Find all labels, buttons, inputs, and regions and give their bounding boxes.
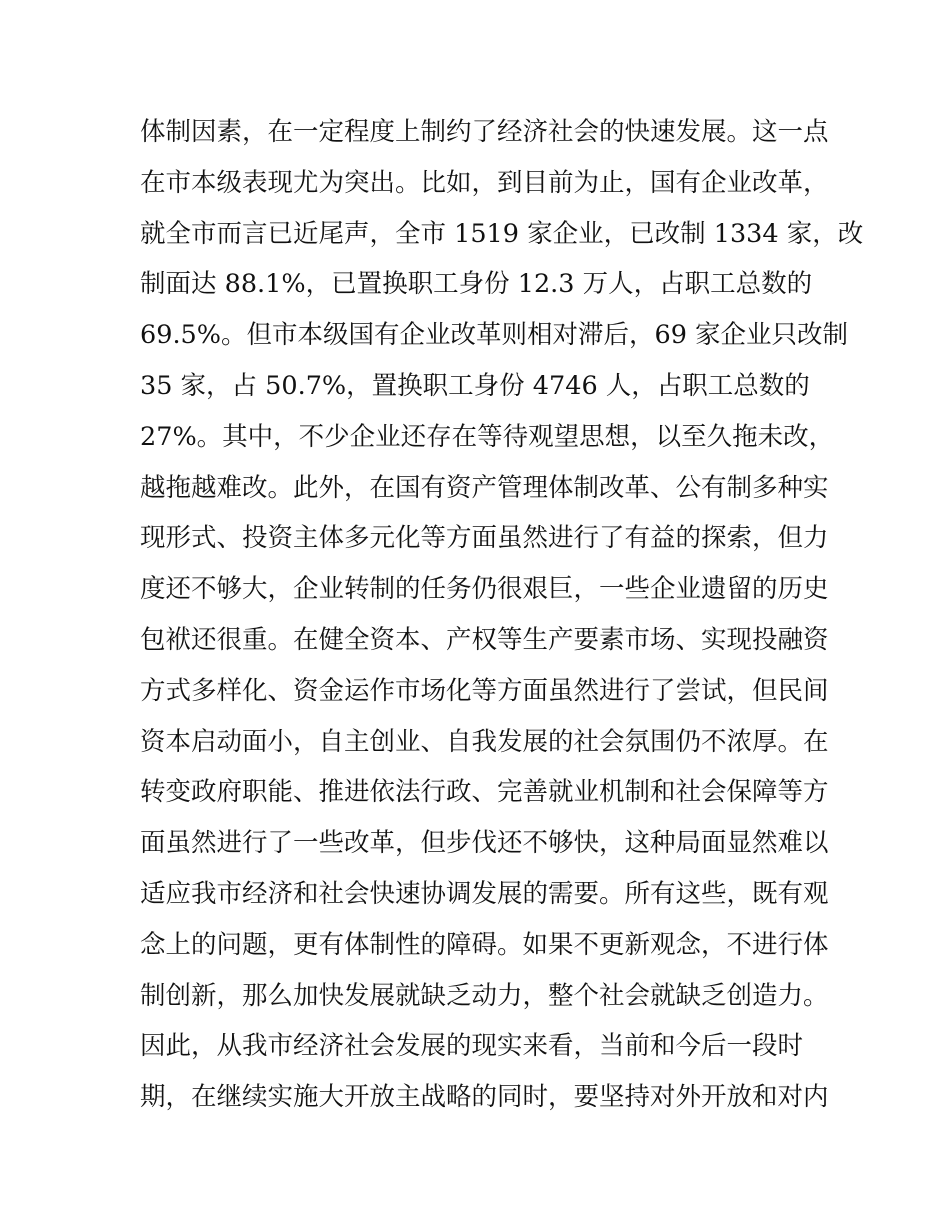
text-line: 在市本级表现尤为突出。比如，到目前为止，国有企业改革， — [140, 167, 829, 198]
text-line: 资本启动面小，自主创业、自我发展的社会氛围仍不浓厚。在 — [140, 726, 829, 757]
text-line: 转变政府职能、推进依法行政、完善就业机制和社会保障等方 — [140, 777, 829, 808]
text-line: 面虽然进行了一些改革，但步伐还不够快，这种局面显然难以 — [140, 828, 829, 859]
text-line: 包袱还很重。在健全资本、产权等生产要素市场、实现投融资 — [140, 624, 829, 655]
text-line: 35 家，占 50.7%，置换职工身份 4746 人，占职工总数的 — [140, 370, 810, 401]
body-paragraph — [140, 107, 864, 1123]
text-line: 方式多样化、资金运作市场化等方面虽然进行了尝试，但民间 — [140, 675, 829, 706]
text-line: 越拖越难改。此外，在国有资产管理体制改革、公有制多种实 — [140, 472, 829, 503]
text-line: 现形式、投资主体多元化等方面虽然进行了有益的探索，但力 — [140, 523, 829, 554]
text-line: 念上的问题，更有体制性的障碍。如果不更新观念，不进行体 — [140, 929, 829, 960]
text-line: 体制因素，在一定程度上制约了经济社会的快速发展。这一点 — [140, 117, 829, 147]
text-line: 期，在继续实施大开放主战略的同时，要坚持对外开放和对内 — [140, 1082, 829, 1113]
text-line: 27%。其中，不少企业还存在等待观望思想，以至久拖未改， — [140, 421, 835, 452]
text-line: 69.5%。但市本级国有企业改革则相对滞后，69 家企业只改制 — [140, 320, 849, 351]
text-line: 就全市而言已近尾声，全市 1519 家企业，已改制 1334 家，改 — [140, 218, 864, 249]
text-line: 制面达 88.1%，已置换职工身份 12.3 万人，占职工总数的 — [140, 269, 813, 300]
text-line: 适应我市经济和社会快速协调发展的需要。所有这些，既有观 — [140, 878, 829, 909]
text-line: 度还不够大，企业转制的任务仍很艰巨，一些企业遗留的历史 — [140, 574, 829, 605]
text-line: 因此，从我市经济社会发展的现实来看，当前和今后一段时 — [140, 1031, 804, 1062]
text-line: 制创新，那么加快发展就缺乏动力，整个社会就缺乏创造力。 — [140, 980, 829, 1011]
